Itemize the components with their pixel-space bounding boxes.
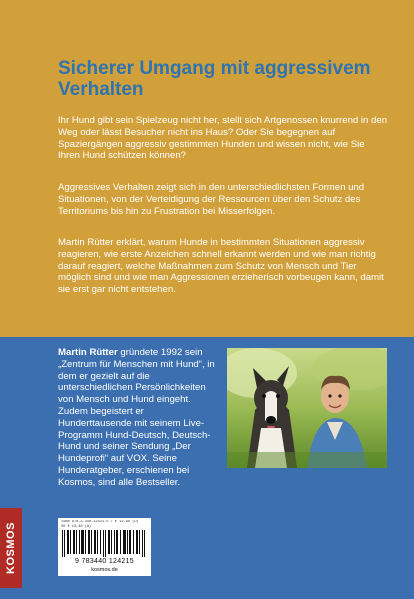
third-paragraph: Martin Rütter erklärt, warum Hunde in bestimmten Situationen aggressiv reagieren, wie erste Anzeichen schnell erkannt werden und wie man richtig darauf reagiert, welche Maßnahmen zum Schutz von Mensch und Tier möglich sind und wie man Aggressionen erzieherisch vorbeugen kann, damit sie erst gar nicht entstehen. bbox=[58, 237, 384, 296]
barcode-digits: 9 783440 124215 bbox=[75, 558, 134, 565]
barcode-info-line: VO € 13,40 (A) bbox=[61, 524, 92, 529]
author-photo bbox=[227, 348, 387, 468]
barcode-info-line: ISBN 978-3-440-12421-5 / € 12,99 (D) bbox=[61, 520, 139, 524]
barcode-box bbox=[58, 518, 151, 576]
author-name: Martin Rütter bbox=[58, 347, 118, 358]
barcode-bars bbox=[61, 530, 148, 557]
publisher-url: kosmos.de bbox=[91, 567, 118, 573]
barcode-info bbox=[61, 520, 148, 529]
author-bio-text: gründete 1992 sein „Zentrum für Menschen mit Hund“, in dem er gezielt auf die unterschiedlichen Persönlichkeiten von Mensch und Hund eingeht. Zudem begeistert er Hunderttausende mit seinem Live-Programm Hund-Deutsch, Deutsch-Hund und seiner Sendung „Der Hundeprofi“ auf VOX. Seine Hunderatgeber, erschienen bei Kosmos, sind alle Bestseller. bbox=[58, 347, 215, 488]
publisher-logo bbox=[0, 508, 22, 588]
author-with-dog-image bbox=[227, 348, 387, 468]
intro-paragraph: Ihr Hund gibt sein Spielzeug nicht her, stellt sich Artgenossen knurrend in den Weg oder lässt Besucher nicht ins Haus? Oder Sie begegnen auf Spaziergängen aggressiv gestimmten Hunden und wissen nicht, wie Sie Ihren Hund schützen können? bbox=[58, 115, 388, 162]
second-paragraph: Aggressives Verhalten zeigt sich in den unterschiedlichsten Formen und Situationen, von der Verteidigung der Ressourcen über den Schutz des Territoriums bis hin zu Frustration bei Misserfolgen. bbox=[58, 182, 365, 217]
publisher-name: KOSMOS bbox=[5, 522, 17, 574]
cover-title: Sicherer Umgang mit aggressivem Verhalten bbox=[58, 58, 371, 100]
author-bio bbox=[58, 347, 218, 489]
